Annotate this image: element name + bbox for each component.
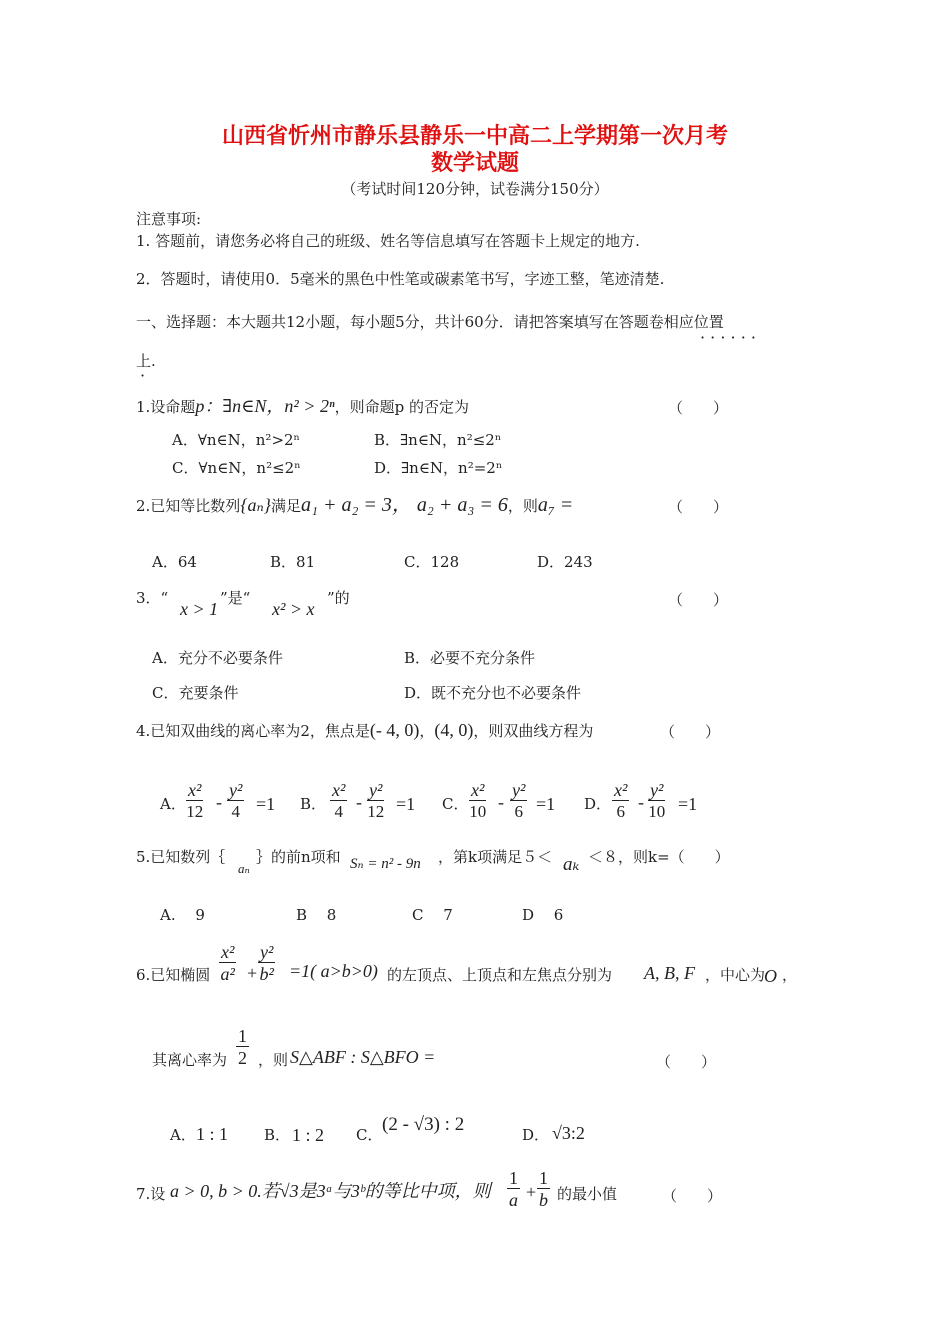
q2-answer-paren: （ ） <box>668 498 729 516</box>
q3-option-a: A．充分不必要条件 <box>152 649 283 667</box>
q3-suffix: ”的 <box>327 589 350 607</box>
q5-option-a: A. 9 <box>160 906 205 924</box>
q4-b-frac-2: $\frac{\text{y²}}{12}$ <box>367 780 385 821</box>
q3-condition-1: x > 1 <box>180 599 219 619</box>
q6-option-b: 1 : 2 <box>292 1125 325 1145</box>
q1-option-b: B．∃n∈N，n²≤2ⁿ <box>374 431 502 449</box>
q4-focus-1: (- 4, 0) <box>369 720 420 740</box>
q1-option-a: A．∀n∈N，n²>2ⁿ <box>172 431 301 449</box>
q4-a-frac-1: $\frac{\text{x²}}{12}$ <box>186 780 204 821</box>
q3-option-b: B．必要不充分条件 <box>404 649 536 667</box>
notice-item-2: 2．答题时，请使用0．5毫米的黑色中性笔或碳素笔书写，字迹工整，笔迹清楚. <box>136 270 665 288</box>
q4-option-a-label: A． <box>160 795 186 813</box>
q3-option-d: D．既不充分也不必要条件 <box>404 684 582 702</box>
q4-c-frac-2: $\frac{\text{y²}}{6}$ <box>512 780 526 821</box>
q3-prefix: 3．“ <box>136 589 169 607</box>
q6-option-a: 1 : 1 <box>196 1124 229 1144</box>
notice-heading: 注意事项: <box>136 210 202 228</box>
q6-option-c-label: C． <box>356 1126 383 1144</box>
q6-plus: + <box>247 963 258 983</box>
q5-mid2: ，第k项满足５＜ <box>438 848 553 866</box>
q4-suffix: ，则双曲线方程为 <box>473 722 594 740</box>
q6-mid: 的左顶点、上顶点和左焦点分别为 <box>387 966 613 984</box>
q6-condition: =1( a>b>0) <box>289 961 378 981</box>
q4-option-d-label: D． <box>584 795 612 813</box>
q5-option-c: C 7 <box>412 906 453 924</box>
q4-a-frac-2: $\frac{\text{y²}}{4}$ <box>229 780 243 821</box>
section-heading-line2: 上. <box>136 352 156 370</box>
exam-subject-title: 数学试题 <box>430 151 519 176</box>
q6-area-ratio: S△ABF : S△BFO = <box>290 1047 436 1067</box>
q3-mid: ”是“ <box>220 589 251 607</box>
q7-answer-paren: （ ） <box>662 1187 723 1205</box>
q4-prefix: 4.已知双曲线的离心率为2，焦点是 <box>136 722 370 740</box>
q4-answer-paren: （ ） <box>660 723 721 741</box>
q6-option-a-label: A． <box>170 1126 196 1144</box>
q6-points: A, B, F <box>644 963 695 983</box>
q7-prefix: 7.设 <box>136 1185 166 1203</box>
q6-option-b-label: B． <box>264 1126 291 1144</box>
emphasis-dot: · <box>140 366 146 385</box>
q4-option-b-label: B． <box>300 795 327 813</box>
q5-suffix: ＜８，则k=（ ） <box>588 848 730 866</box>
q6-center: O <box>764 966 777 986</box>
q6-answer-paren: （ ） <box>656 1053 717 1071</box>
q1-proposition: p：∃n∈N，n² > 2ⁿ <box>195 396 335 416</box>
q7-frac-b: $\frac{1}{b}$ <box>539 1168 548 1210</box>
q5-mid: ｝的前n项和 <box>256 848 341 866</box>
q4-a-minus: - <box>216 792 222 812</box>
notice-item-1: 1. 答题前，请您务必将自己的班级、姓名等信息填写在答题卡上规定的地方. <box>136 232 640 250</box>
q6-frac-y: $\frac{\text{y²}}{\text{b²}}$ <box>259 942 274 984</box>
q2-sequence: {aₙ} <box>240 495 272 515</box>
q1-stem <box>136 397 469 416</box>
q2-option-a: A．64 <box>152 553 197 571</box>
q2-prefix: 2.已知等比数列 <box>136 497 241 515</box>
q7-condition: a > 0, b > 0.若√3是3ᵃ与3ᵇ的等比中项，则 <box>170 1181 491 1201</box>
q5-ak: aₖ <box>563 854 580 875</box>
q2-tail: ，则 <box>507 497 538 515</box>
q7-suffix: 的最小值 <box>557 1185 618 1203</box>
q5-an: aₙ <box>238 861 250 876</box>
q4-focus-2: (4, 0) <box>434 720 474 740</box>
q4-b-minus: - <box>356 792 362 812</box>
q6-line2-prefix: 其离心率为 <box>152 1051 228 1069</box>
exam-duration-note: （考试时间120分钟，试卷满分150分） <box>341 180 609 198</box>
q6-option-d: √3:2 <box>552 1123 585 1143</box>
q4-a-eq: =1 <box>256 794 276 814</box>
exam-title: 山西省忻州市静乐县静乐一中高二上学期第一次月考 <box>221 124 728 149</box>
q7-frac-a: $\frac{1}{a}$ <box>509 1168 518 1210</box>
q5-prefix: 5.已知数列｛ <box>136 848 226 866</box>
q7-plus: + <box>526 1182 537 1202</box>
q6-comma: ， <box>782 966 798 984</box>
q1-prefix: 1.设命题 <box>136 398 196 416</box>
q6-option-d-label: D． <box>522 1126 550 1144</box>
q3-condition-2: x² > x <box>272 599 315 619</box>
q4-stem <box>136 721 593 740</box>
q3-answer-paren: （ ） <box>668 591 729 609</box>
q4-d-frac-2: $\frac{\text{y²}}{10}$ <box>648 780 666 821</box>
q1-suffix: ，则命题p 的否定为 <box>334 398 469 416</box>
q4-d-frac-1: $\frac{\text{x²}}{6}$ <box>614 780 628 821</box>
q3-option-c: C．充要条件 <box>152 684 239 702</box>
q2-condition: a₁ + a₂ = 3， a₂ + a₃ = 6 <box>301 494 508 516</box>
q6-prefix: 6.已知椭圆 <box>136 966 211 984</box>
q4-sep: ， <box>419 722 435 740</box>
q6-line2-mid: ，则 <box>258 1051 289 1069</box>
q5-option-d: D 6 <box>522 906 564 924</box>
q1-option-d: D．∃n∈N，n²=2ⁿ <box>374 459 503 477</box>
q1-option-c: C．∀n∈N，n²≤2ⁿ <box>172 459 301 477</box>
section-heading-line1: 一、选择题：本大题共12小题，每小题5分，共计60分．请把答案填写在答题卷相应位置 <box>136 313 724 331</box>
q1-answer-paren: （ ） <box>668 399 729 417</box>
emphasis-dots: · · · · · · <box>700 328 756 347</box>
q6-half: $\frac{1}{2}$ <box>238 1026 247 1068</box>
q6-option-c: (2 - √3) : 2 <box>382 1114 465 1135</box>
q2-option-b: B．81 <box>270 553 316 571</box>
q4-b-eq: =1 <box>396 794 416 814</box>
q4-c-frac-1: $\frac{\text{x²}}{10}$ <box>469 780 487 821</box>
q2-mid: 满足 <box>271 497 302 515</box>
q3-stem-a <box>136 589 168 607</box>
q5-sn: Sₙ = n² - 9n <box>350 856 421 872</box>
q4-b-frac-1: $\frac{\text{x²}}{4}$ <box>332 780 346 821</box>
q2-stem <box>136 496 573 515</box>
q2-option-c: C．128 <box>404 553 460 571</box>
q2-target: a₇ = <box>537 494 574 516</box>
q6-frac-x: $\frac{\text{x²}}{\text{a²}}$ <box>220 942 235 984</box>
q6-mid2: ，中心为 <box>705 966 766 984</box>
q4-c-eq: =1 <box>536 794 556 814</box>
q4-d-minus: - <box>638 792 644 812</box>
q4-c-minus: - <box>498 792 504 812</box>
q4-option-c-label: C． <box>442 795 469 813</box>
q5-option-b: B 8 <box>296 906 337 924</box>
q4-d-eq: =1 <box>678 794 698 814</box>
q2-option-d: D．243 <box>537 553 593 571</box>
